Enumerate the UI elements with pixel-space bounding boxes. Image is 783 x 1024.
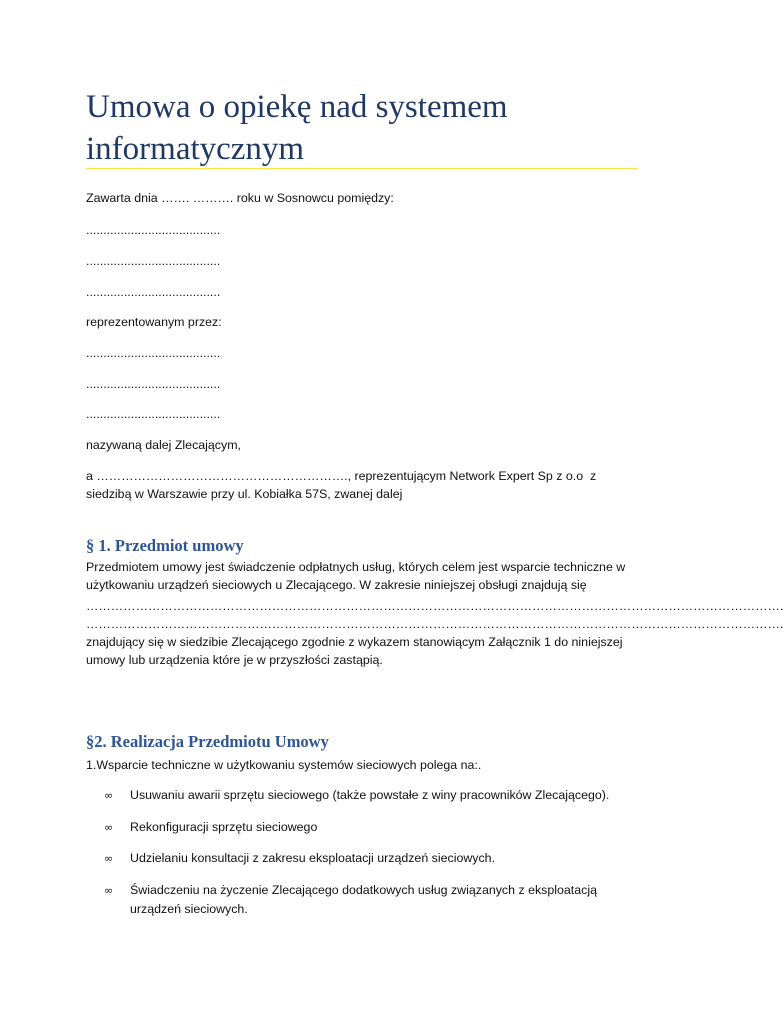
date-line: Zawarta dnia ……. ………. roku w Sosnowcu pomiędzy: [86,191,394,205]
list-item-text: Udzielaniu konsultacji z zakresu eksploatacji urządzeń sieciowych. [130,851,496,865]
client-called-line: nazywaną dalej Zlecającym, [86,438,241,452]
infinity-bullet-icon: ∞ [104,852,114,865]
representative-dots-line: ....................................... [86,377,221,391]
party-dots-line: ....................................... [86,223,221,237]
section-1-heading: § 1. Przedmiot umowy [86,536,244,555]
represented-by-label: reprezentowanym przez: [86,315,222,329]
title-underline-rule [86,168,638,169]
contractor-paragraph: a ……………………………………………………., reprezentującym Network Expert Sp z o.o z siedzibą w Warszawie przy ul. Kobiałka 57S, zwanej dalej [86,469,600,501]
party-dots-line: ....................................... [86,285,221,299]
infinity-bullet-icon: ∞ [104,821,114,834]
section-2-heading: §2. Realizacja Przedmiotu Umowy [86,732,329,751]
representative-dots-line: ....................................... [86,346,221,360]
list-item-text: Świadczeniu na życzenie Zlecającego dodatkowych usług związanych z eksploatacją urządzeń sieciowych. [130,883,597,916]
representative-dots-line: ....................................... [86,407,221,421]
section-2-lead: 1.Wsparcie techniczne w użytkowaniu systemów sieciowych polega na:. [86,758,482,772]
list-item-text: Usuwaniu awarii sprzętu sieciowego (także powstałe z winy pracowników Zlecającego). [130,788,610,802]
section-1-paragraph: Przedmiotem umowy jest świadczenie odpłatnych usług, których celem jest wsparcie techniczne w użytkowaniu urządzeń sieciowych u Zlecającego. W zakresie niniejszej obsługi znajdują się [86,560,629,592]
infinity-bullet-icon: ∞ [104,789,114,802]
document-title: Umowa o opiekę nad systemem informatycznym [86,89,508,167]
section-1-dots-line: ……………………………………………………………………………………………………………………………………………………. [86,599,783,613]
section-1-paragraph-continued: znajdujący się w siedzibie Zlecającego zgodnie z wykazem stanowiącym Załącznik 1 do niniejszej umowy lub urządzenia które je w przyszłości zastąpią. [86,635,626,667]
party-dots-line: ....................................... [86,254,221,268]
section-1-dots-line: ……………………………………………………………………………………………………………………………………………………. [86,617,783,631]
list-item-text: Rekonfiguracji sprzętu sieciowego [130,820,318,834]
infinity-bullet-icon: ∞ [104,884,114,897]
